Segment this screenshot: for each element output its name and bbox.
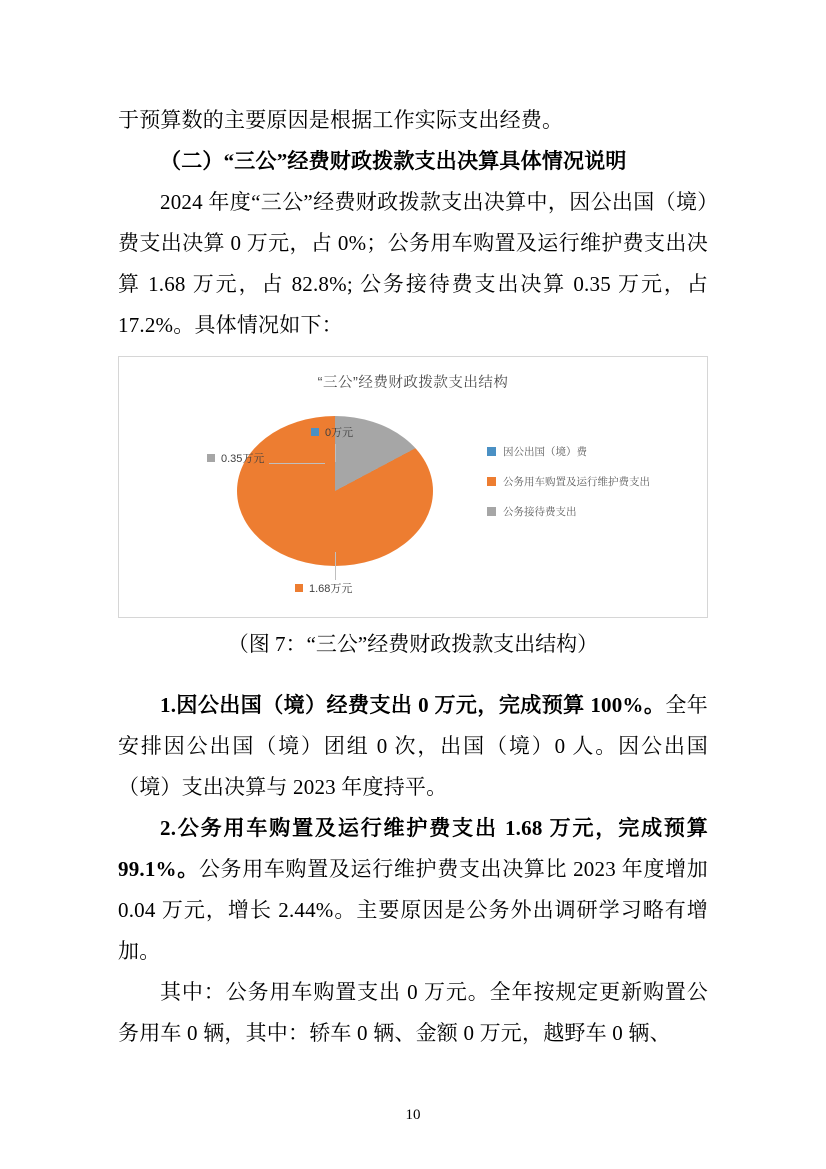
data-label-zero	[311, 424, 353, 440]
legend-item	[487, 504, 650, 519]
legend-item	[487, 474, 650, 489]
chart-legend	[487, 444, 650, 534]
section-1-body: 全年安排因公出国（境）团组 0 次，出国（境）0 人。因公出国（境）支出决算与 2023 年度持平。	[118, 693, 708, 799]
chart-plot-area	[119, 392, 707, 608]
leader-line-grey	[269, 463, 325, 464]
data-label-zero-text: 0万元	[325, 427, 354, 439]
paragraph-sangong-summary: 2024 年度“三公”经费财政拨款支出决算中，因公出国（境）费支出决算 0 万元，占 0%；公务用车购置及运行维护费支出决算 1.68 万元，占 82.8%; 公务接待费支出决算 0.35 万元，占 17.2%。具体情况如下：	[118, 190, 708, 337]
data-label-grey	[207, 450, 264, 466]
legend-label: 公务接待费支出	[503, 506, 577, 518]
leader-line-orange	[335, 552, 336, 580]
section-2-body: 公务用车购置及运行维护费支出决算比 2023 年度增加 0.04 万元，增长 2.44%。主要原因是公务外出调研学习略有增加。	[118, 857, 709, 963]
legend-item	[487, 444, 650, 459]
page-number: 10	[405, 1107, 421, 1123]
paragraph-vehicle-purchase: 其中：公务用车购置支出 0 万元。全年按规定更新购置公务用车 0 辆，其中：轿车 0 辆、金额 0 万元，越野车 0 辆、	[118, 980, 708, 1045]
figure-caption: （图 7：“三公”经费财政拨款支出结构）	[227, 632, 599, 656]
legend-label: 因公出国（境）费	[503, 446, 587, 458]
paragraph-continued: 于预算数的主要原因是根据工作实际支出经费。	[118, 108, 564, 132]
section-1-heading: 1.因公出国（境）经费支出 0 万元，完成预算 100%。	[160, 693, 666, 717]
section-1	[118, 685, 708, 808]
pie-chart-figure	[118, 356, 708, 618]
data-label-orange-text: 1.68万元	[309, 583, 353, 595]
legend-label: 公务用车购置及运行维护费支出	[503, 476, 650, 488]
swatch-grey-icon	[207, 454, 215, 462]
legend-swatch-grey-icon	[487, 507, 496, 516]
section-2-heading: 2.公务用车购置及运行维护费支出 1.68 万元，完成预算 99.1%。	[118, 816, 708, 881]
swatch-blue-icon	[311, 428, 319, 436]
swatch-orange-icon	[295, 584, 303, 592]
legend-swatch-orange-icon	[487, 477, 496, 486]
legend-swatch-blue-icon	[487, 447, 496, 456]
section-heading-two: （二）“三公”经费财政拨款支出决算具体情况说明	[160, 149, 627, 173]
data-label-grey-text: 0.35万元	[221, 453, 265, 465]
chart-title: “三公”经费财政拨款支出结构	[317, 375, 509, 391]
leader-line-zero	[335, 444, 336, 462]
section-2	[118, 808, 708, 972]
data-label-orange	[295, 580, 352, 596]
